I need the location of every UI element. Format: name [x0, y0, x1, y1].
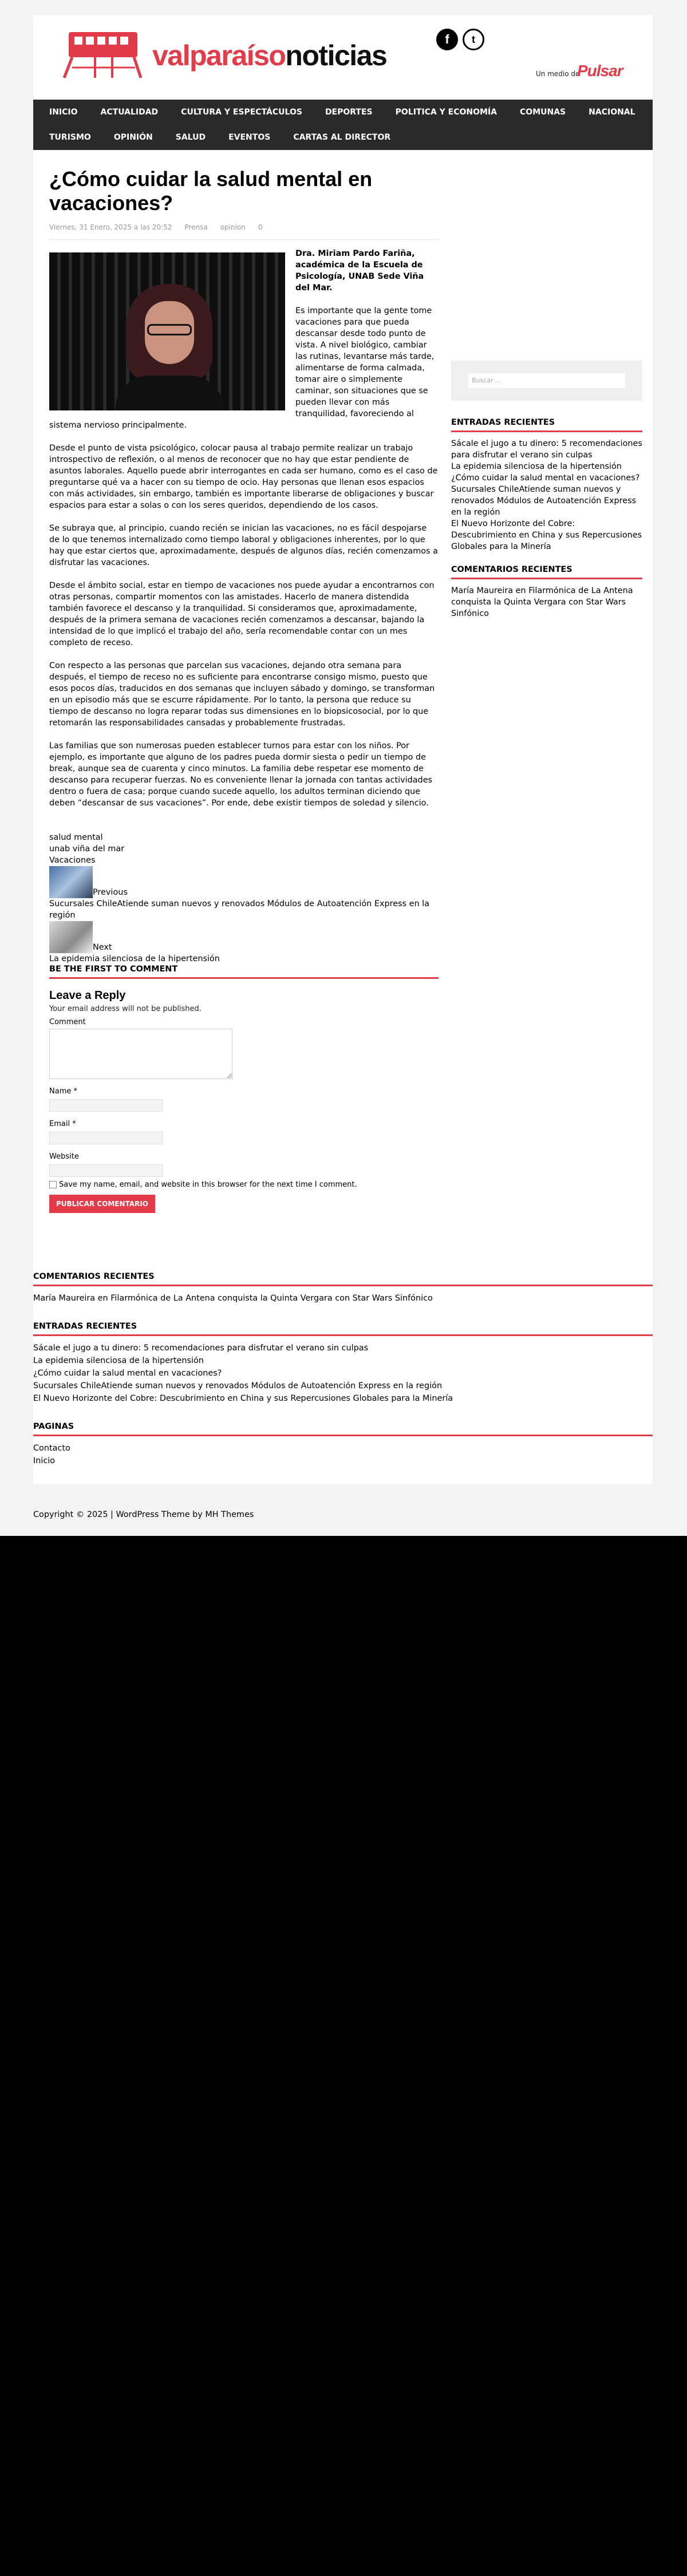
- footer-recent-heading: ENTRADAS RECIENTES: [33, 1322, 653, 1336]
- footer-comment-link[interactable]: María Maureira en Filarmónica de La Antena conquista la Quinta Vergara con Star Wars Sinfónico: [33, 1294, 433, 1303]
- footer-pages-heading: PAGINAS: [33, 1422, 653, 1436]
- footer-recent-list: [33, 1342, 653, 1405]
- footer-recent-widget: [33, 1322, 653, 1405]
- author-photo: [49, 252, 285, 410]
- previous-post-thumbnail[interactable]: [49, 866, 93, 898]
- nav-item[interactable]: OPINIÓN: [113, 133, 153, 142]
- nav-item[interactable]: COMUNAS: [520, 108, 566, 117]
- recent-comments-heading: COMENTARIOS RECIENTES: [451, 565, 642, 579]
- article-date: Viernes, 31 Enero, 2025 a las 20:52: [49, 223, 172, 231]
- save-info-label: Save my name, email, and website in this browser for the next time I comment.: [59, 1180, 357, 1189]
- footer-recent-link[interactable]: Sácale el jugo a tu dinero: 5 recomendaciones para disfrutar el verano sin culpas: [33, 1344, 369, 1353]
- article-paragraph: Las familias que son numerosas pueden establecer turnos para estar con los niños. Por ejemplo, es importante que alguno de los padres pueda dormir siesta o pedir un tiempo de break, aunque sea de cuarenta y cinco minutos. La familia debe respetar ese momento de descanso para recuperar fuerzas. No es conveniente llenar la jornada con tantas actividades dentro o fuera de casa; porque cuando sucede aquello, los adultos terminan diciendo que deben “descansar de sus vacaciones”. Por ende, debe existir tiempos de soledad y silencio.: [49, 741, 433, 808]
- previous-post[interactable]: [49, 866, 439, 921]
- article-paragraph: Desde el punto de vista psicológico, colocar pausa al trabajo permite realizar un trabajo introspectivo de reflexión, o al menos de reconocer que no hay que estar pendiente de asuntos laborales. Aquello puede abrir interrogantes en cada ser humano, como es el caso de preguntarse qué va a hacer con su tiempo de ocio. Hay personas que llenan esos espacios con más actividades, sin embargo, también es importante liberarse de obligaciones y buscar espacios para estar a solas o con los seres queridos, dependiendo de los casos.: [49, 444, 438, 510]
- article-comment-count[interactable]: 0: [258, 223, 263, 231]
- search-widget: [451, 361, 642, 401]
- article-paragraph: Desde el ámbito social, estar en tiempo de vacaciones nos puede ayudar a encontrarnos con otras personas, compartir momentos con las amistades. Hacerlo de manera distendida también favorece el descanso y la tranquilidad. Si consideramos que, aproximadamente, después de la primera semana de vacaciones recién comenzamos a descansar, bajando la intensidad de lo que implicó el trabajo del año, sería recomendable contar con un mes completo de receso.: [49, 581, 435, 647]
- footer-widgets: [33, 1272, 653, 1484]
- save-info-row: [49, 1180, 439, 1189]
- email-note: Your email address will not be published.: [49, 1005, 202, 1013]
- nav-item[interactable]: ACTUALIDAD: [100, 108, 159, 117]
- website-label: Website: [49, 1152, 79, 1161]
- article-title: ¿Cómo cuidar la salud mental en vacaciones?: [49, 167, 373, 215]
- save-info-checkbox[interactable]: [49, 1181, 57, 1188]
- nav-item[interactable]: EVENTOS: [228, 133, 271, 142]
- social-links: [436, 29, 484, 50]
- facebook-icon[interactable]: f: [436, 29, 458, 50]
- footer-pages-widget: [33, 1422, 653, 1467]
- next-post[interactable]: [49, 921, 439, 965]
- tag-link[interactable]: Vacaciones: [49, 856, 96, 865]
- tag-link[interactable]: unab viña del mar: [49, 844, 125, 854]
- footer-recent-link[interactable]: ¿Cómo cuidar la salud mental en vacaciones?: [33, 1369, 222, 1378]
- footer-recent-link[interactable]: El Nuevo Horizonte del Cobre: Descubrimiento en China y sus Repercusiones Globales para la Minería: [33, 1394, 453, 1403]
- nav-list: [33, 100, 653, 150]
- name-label: Name *: [49, 1087, 77, 1096]
- submit-comment-button[interactable]: PUBLICAR COMENTARIO: [49, 1195, 155, 1213]
- website-field[interactable]: [49, 1164, 163, 1177]
- first-comment-heading: BE THE FIRST TO COMMENT: [49, 965, 439, 979]
- footer-comments-heading: COMENTARIOS RECIENTES: [33, 1272, 653, 1286]
- sidebar: [451, 361, 642, 619]
- nav-item[interactable]: NACIONAL: [589, 108, 635, 117]
- copyright: Copyright © 2025 | WordPress Theme by MH Themes: [33, 1510, 254, 1519]
- article-meta: [49, 223, 439, 240]
- comment-label: Comment: [49, 1018, 86, 1026]
- recent-post-link[interactable]: Sácale el jugo a tu dinero: 5 recomendaciones para disfrutar el verano sin culpas: [451, 439, 642, 460]
- main-navigation: [33, 100, 653, 150]
- recent-post-link[interactable]: El Nuevo Horizonte del Cobre: Descubrimiento en China y sus Repercusiones Globales para la Minería: [451, 519, 642, 551]
- post-navigation: [49, 866, 439, 965]
- next-post-title[interactable]: La epidemia silenciosa de la hipertensión: [49, 954, 220, 963]
- medio-label: Un medio de: [536, 70, 580, 78]
- tag-link[interactable]: salud mental: [49, 833, 103, 842]
- nav-item[interactable]: CARTAS AL DIRECTOR: [293, 133, 391, 142]
- article-category[interactable]: opinion: [220, 223, 246, 231]
- next-post-thumbnail[interactable]: [49, 921, 93, 953]
- article: [49, 167, 439, 1213]
- next-label[interactable]: Next: [93, 943, 112, 952]
- nav-item[interactable]: CULTURA Y ESPECTÁCULOS: [181, 108, 302, 117]
- article-intro: Dra. Miriam Pardo Fariña, académica de la Escuela de Psicología, UNAB Sede Viña del Mar.: [295, 249, 424, 293]
- recent-posts-heading: ENTRADAS RECIENTES: [451, 418, 642, 432]
- site-name: [152, 39, 386, 72]
- article-body: [49, 248, 439, 809]
- recent-post-link[interactable]: La epidemia silenciosa de la hipertensión: [451, 462, 622, 471]
- email-label: Email *: [49, 1120, 76, 1128]
- site-logo[interactable]: [61, 27, 387, 80]
- twitter-icon[interactable]: t: [463, 29, 484, 50]
- recent-posts-list: [451, 438, 642, 552]
- article-paragraph: Se subraya que, al principio, cuando recién se inician las vacaciones, no es fácil despojarse de lo que tenemos internalizado como tiempo laboral y obligaciones inherentes, por lo que hay que estar ciertos que, aproximadamente, después de algunos días, recién comenzamos a disfrutar las vacaciones.: [49, 524, 438, 567]
- search-input[interactable]: Buscar ...: [468, 373, 625, 388]
- article-author[interactable]: Prensa: [184, 223, 208, 231]
- footer-recent-link[interactable]: La epidemia silenciosa de la hipertensión: [33, 1356, 204, 1365]
- nav-item[interactable]: POLITICA Y ECONOMÍA: [395, 108, 498, 117]
- email-field[interactable]: [49, 1132, 163, 1144]
- article-paragraph: Con respecto a las personas que parcelan sus vacaciones, dejando otra semana para después, el tiempo de receso no es suficiente para encontrarse consigo mismo, puesto que esos pocos días, traducidos en dos semanas que incluyen sábado y domingo, se transforman en un episodio más que se escurre rápidamente. Por lo tanto, la persona que reduce su tiempo de descanso no logra reparar todas sus dimensiones en lo biopsicosocial, por lo que retomarán las responsabilidades cansadas y probablemente frustradas.: [49, 661, 435, 728]
- nav-item[interactable]: SALUD: [175, 133, 206, 142]
- footer-page-link[interactable]: Inicio: [33, 1456, 56, 1465]
- reply-heading: Leave a Reply: [49, 989, 126, 1002]
- recent-post-link[interactable]: ¿Cómo cuidar la salud mental en vacaciones?: [451, 473, 640, 483]
- footer-recent-link[interactable]: Sucursales ChileAtiende suman nuevos y renovados Módulos de Autoatención Express en la región: [33, 1381, 443, 1390]
- previous-label[interactable]: Previous: [93, 888, 128, 897]
- site-header: [33, 15, 653, 100]
- comment-textarea[interactable]: [49, 1029, 232, 1079]
- funicular-logo-icon: [61, 27, 147, 80]
- article-tags: [49, 832, 439, 866]
- recent-post-link[interactable]: Sucursales ChileAtiende suman nuevos y renovados Módulos de Autoatención Express en la región: [451, 485, 637, 517]
- site-name-part2: noticias: [285, 39, 387, 72]
- nav-item[interactable]: INICIO: [49, 108, 78, 117]
- article-paragraph: Es importante que la gente tome vacaciones para que pueda descansar desde todo punto de vista. A nivel biológico, cambiar las rutinas, levantarse más tarde, alimentarse de forma calmada, tomar aire o simplemente caminar, son situaciones que se pueden llevar con más tranquilidad, favoreciendo al sistema nervioso principalmente.: [49, 306, 435, 430]
- name-field[interactable]: [49, 1099, 163, 1112]
- pulsar-logo[interactable]: Pulsar: [577, 62, 623, 80]
- previous-post-title[interactable]: Sucursales ChileAtiende suman nuevos y renovados Módulos de Autoatención Express en la región: [49, 899, 429, 920]
- nav-item[interactable]: DEPORTES: [325, 108, 373, 117]
- footer-comments-widget: [33, 1272, 653, 1305]
- nav-item[interactable]: TURISMO: [49, 133, 91, 142]
- footer-page-link[interactable]: Contacto: [33, 1444, 70, 1453]
- recent-comment-link[interactable]: María Maureira en Filarmónica de La Antena conquista la Quinta Vergara con Star Wars Sinfónico: [451, 586, 633, 618]
- footer-pages-list: [33, 1442, 653, 1467]
- site-name-part1: valparaíso: [152, 39, 286, 72]
- comment-form: [49, 965, 439, 1213]
